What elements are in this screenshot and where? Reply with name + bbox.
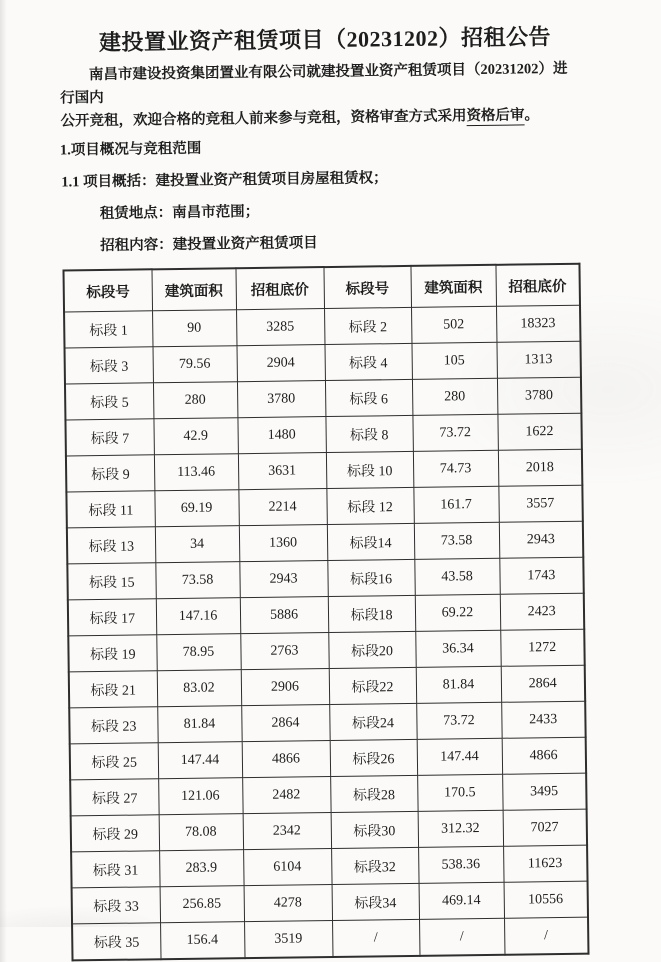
table-cell: 2864 [501,665,585,702]
table-cell: 3780 [497,377,581,414]
table-cell: 18323 [496,305,580,342]
table-cell: 2943 [239,561,327,598]
intro-period: 。 [524,107,540,124]
table-cell: 标段14 [327,523,414,560]
table-cell: 标段30 [331,811,418,848]
project-summary-line [61,165,657,193]
table-cell: 3631 [238,453,326,490]
table-cell: 69.22 [415,594,500,631]
table-cell: 3780 [237,381,325,418]
table-cell: 113.46 [154,454,238,491]
table-cell: 34 [155,526,239,563]
intro-paragraph [60,58,577,134]
table-cell: 79.56 [153,346,237,383]
table-cell: 6104 [243,849,331,886]
table-cell: 7027 [503,809,587,846]
table-cell: 3285 [236,309,324,346]
lease-location-value: 南昌市范围； [172,203,260,222]
table-cell: 标段 9 [66,455,154,492]
table-cell: 2433 [501,701,585,738]
table-cell: 标段 35 [72,923,160,961]
table-cell: / [332,919,419,957]
section-heading: 1.项目概况与竞租范围 [59,140,202,159]
table-cell: 标段 6 [325,379,412,416]
document-title: 建投置业资产租赁项目（20231202）招租公告 [98,24,552,55]
table-cell: 标段 31 [71,851,159,888]
table-cell: 4278 [244,885,332,922]
table-cell: 1480 [237,417,325,454]
table-cell: 81.84 [157,706,241,743]
project-summary-value: 建投置业资产租赁项目房屋租赁权； [155,170,388,190]
table-cell: 标段22 [329,667,416,704]
table-cell: 256.85 [160,886,244,923]
table-cell: 标段 8 [325,415,412,452]
table-cell: 标段 4 [324,343,411,380]
table-cell: 73.72 [412,414,497,451]
table-header-row [63,264,579,312]
table-cell: 105 [411,342,496,379]
column-header: 标段号 [323,266,411,309]
table-cell: 2482 [242,777,330,814]
table-cell: 标段 29 [71,815,159,852]
lease-location-label: 租赁地点： [99,205,173,222]
underlined-term: 资格后审 [466,107,525,125]
table-cell: 147.16 [156,598,240,635]
table-cell: 3557 [498,485,582,522]
table-cell: 2943 [499,521,583,558]
column-header: 招租底价 [495,264,580,307]
table-cell: 标段 3 [65,347,153,384]
table-cell: 2763 [240,633,328,670]
table-cell: 280 [412,378,497,415]
table-cell: 标段 2 [324,307,411,344]
table-cell: 标段 25 [70,743,158,780]
table-cell: 156.4 [160,922,244,960]
table-cell: 147.44 [158,742,242,779]
table-cell: 标段18 [328,595,415,632]
table-cell: 11623 [503,845,587,882]
project-summary-label: 1.1 项目概括： [61,173,156,191]
table-cell: 标段 1 [64,311,152,348]
table-cell: 标段26 [330,739,417,776]
table-cell: 5886 [240,597,328,634]
table-cell: 469.14 [419,882,504,919]
table-cell: 2214 [238,489,326,526]
table-cell: 161.7 [413,486,498,523]
table-cell: 标段 11 [66,491,154,528]
table-cell: / [419,918,504,956]
table-cell: 标段32 [331,847,418,884]
table-cell: 10556 [504,881,588,918]
table-cell: / [504,917,588,955]
table-cell: 147.44 [417,738,502,775]
lots-table [62,263,589,962]
table-cell: 2423 [500,593,584,630]
table-cell: 标段 7 [65,419,153,456]
table-cell: 标段16 [327,559,414,596]
table-cell: 标段 27 [70,779,158,816]
table-cell: 538.36 [418,846,503,883]
table-cell: 2904 [236,345,324,382]
intro-line1: 南昌市建设投资集团置业有限公司就建投置业资产租赁项目（20231202）进行国内 [60,60,568,107]
table-cell: 280 [153,382,237,419]
table-cell: 1743 [499,557,583,594]
table-cell: 42.9 [153,418,237,455]
table-cell: 73.58 [155,562,239,599]
table-cell: 73.72 [416,702,501,739]
table-cell: 78.95 [156,634,240,671]
table-cell: 3519 [244,921,332,959]
table-cell: 78.08 [159,814,243,851]
column-header: 标段号 [63,269,152,312]
table-cell: 170.5 [417,774,502,811]
table-cell: 2018 [498,449,582,486]
table-cell: 标段 13 [67,527,155,564]
table-cell: 283.9 [159,850,243,887]
table-cell: 74.73 [413,450,498,487]
table-cell: 标段 10 [326,451,413,488]
table-cell: 标段 33 [72,887,160,924]
lease-content-line [100,229,658,256]
table-cell: 2864 [241,705,329,742]
table-cell: 标段34 [332,883,419,920]
table-cell: 1313 [496,341,580,378]
table-cell: 标段 5 [65,383,153,420]
table-cell: 2906 [241,669,329,706]
table-cell: 标段 15 [67,563,155,600]
lease-location-line [100,197,658,224]
table-cell: 73.58 [414,522,499,559]
table-cell: 4866 [502,737,586,774]
table-cell: 81.84 [416,666,501,703]
table-cell: 1360 [239,525,327,562]
table-row [72,917,588,960]
table-cell: 312.32 [418,810,503,847]
table-cell: 标段24 [329,703,416,740]
table-cell: 2342 [243,813,331,850]
table-cell: 36.34 [415,630,500,667]
table-cell: 69.19 [154,490,238,527]
column-header: 建筑面积 [410,265,496,308]
lease-content-label: 招租内容： [100,237,173,254]
table-cell: 标段28 [330,775,417,812]
table-cell: 标段 12 [326,487,413,524]
intro-line2: 公开竞租，欢迎合格的竞租人前来参与竞租，资格审查方式采用 [60,108,467,130]
table-cell: 83.02 [157,670,241,707]
column-header: 建筑面积 [151,268,236,311]
table-cell: 121.06 [158,778,242,815]
table-cell: 标段 21 [69,671,157,708]
table-cell: 502 [411,306,496,343]
table-cell: 90 [152,310,236,347]
table-cell: 标段 23 [69,707,157,744]
table-cell: 4866 [242,741,330,778]
table-cell: 标段 19 [68,635,156,672]
table-cell: 1272 [500,629,584,666]
table-cell: 标段 17 [68,599,156,636]
column-header: 招租底价 [235,267,324,310]
table-cell: 1622 [497,413,581,450]
table-cell: 3495 [502,773,586,810]
lease-content-value: 建投置业资产租赁项目 [172,235,318,254]
table-cell: 43.58 [414,558,499,595]
table-cell: 标段20 [328,631,415,668]
